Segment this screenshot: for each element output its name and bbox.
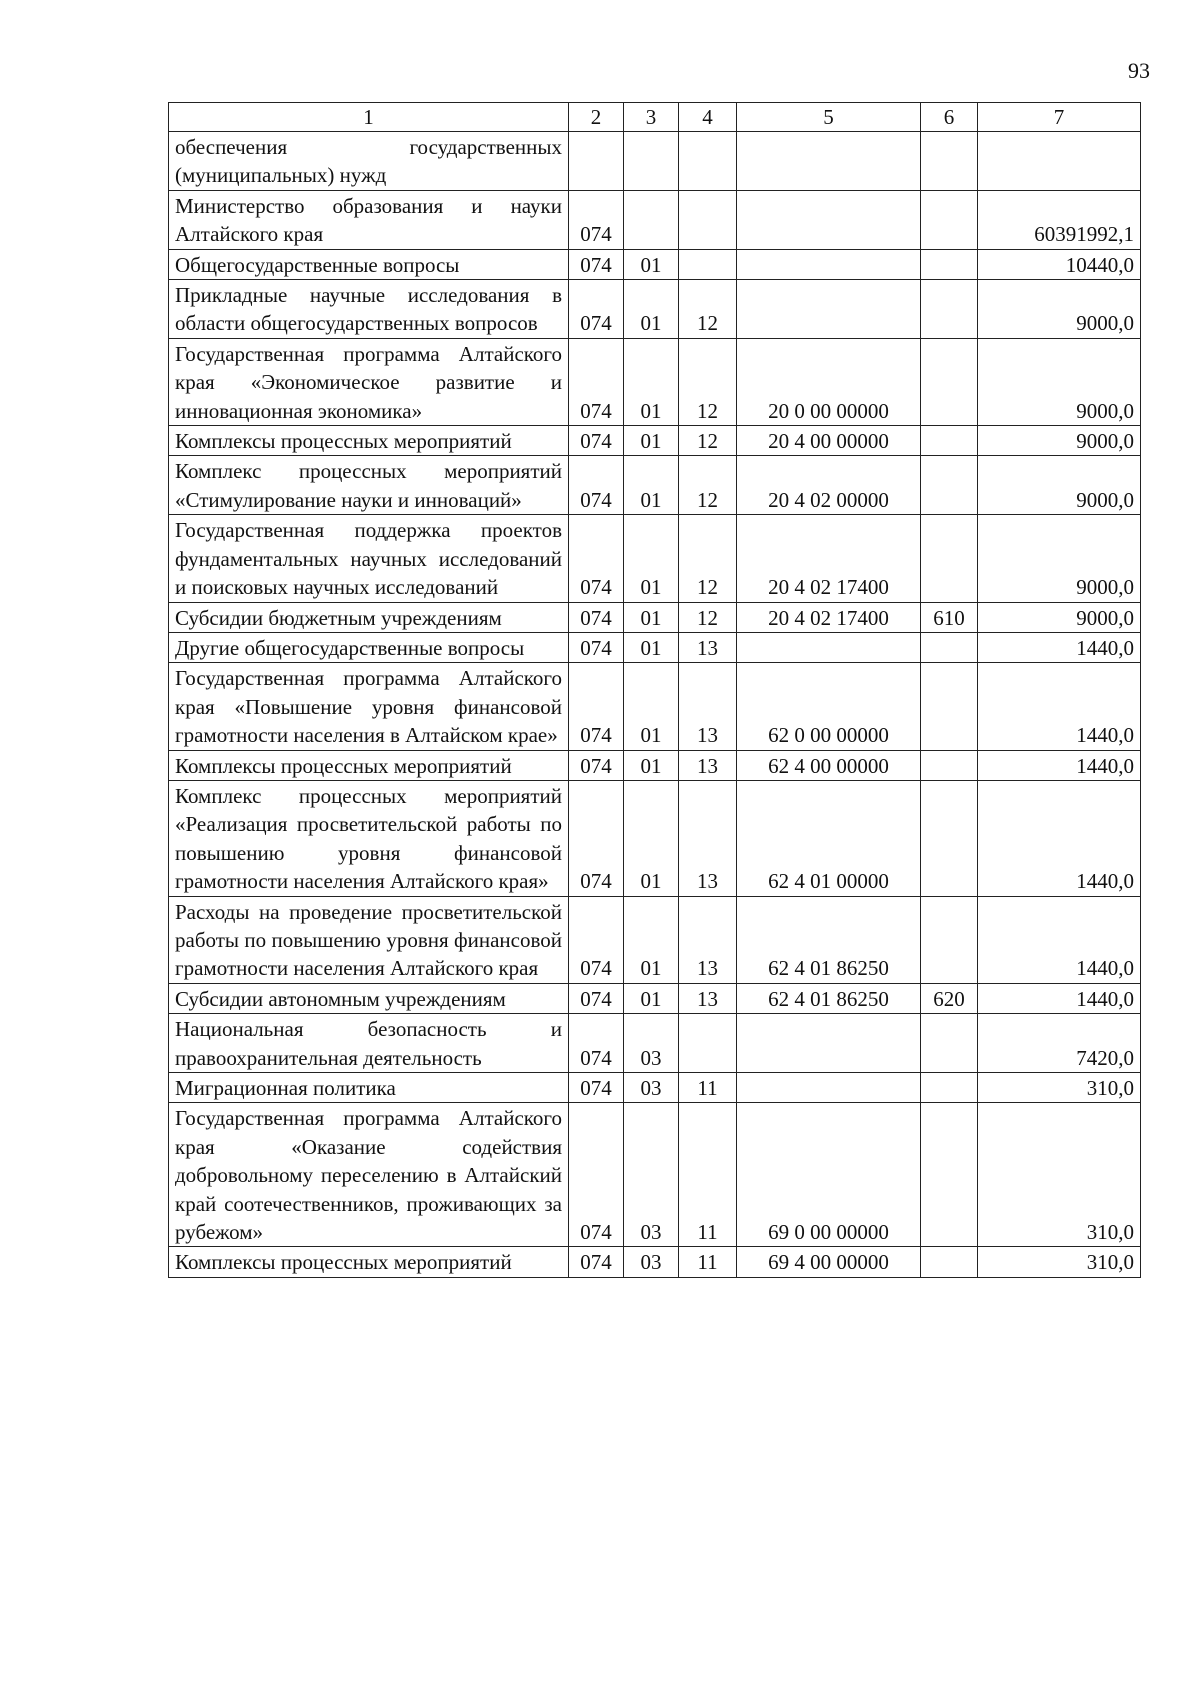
row-name: обеспечения государственных (муниципальных) нужд [169,132,569,191]
row-name: Государственная программа Алтайского края «Оказание содействия добровольному переселению в Алтайский край соотечественников, проживающих за рубежом» [169,1103,569,1247]
row-name: Комплексы процессных мероприятий [169,426,569,456]
row-target-code: 69 4 00 00000 [737,1247,921,1277]
row-target-code [737,632,921,662]
header-col-1: 1 [169,103,569,132]
row-name: Государственная поддержка проектов фундаментальных научных исследований и поисковых научных исследований [169,515,569,602]
table-row [169,426,1141,456]
row-amount: 7420,0 [978,1014,1141,1073]
row-target-code: 62 4 01 86250 [737,896,921,983]
row-expense-type [921,896,978,983]
row-admin-code: 074 [569,456,624,515]
row-admin-code: 074 [569,1247,624,1277]
row-subsection-code: 13 [679,632,737,662]
header-col-7: 7 [978,103,1141,132]
row-section-code: 01 [624,426,679,456]
table-row [169,515,1141,602]
row-expense-type [921,426,978,456]
row-admin-code: 074 [569,602,624,632]
row-target-code: 20 0 00 00000 [737,338,921,425]
row-name: Комплексы процессных мероприятий [169,750,569,780]
row-expense-type [921,190,978,249]
row-name: Государственная программа Алтайского края «Экономическое развитие и инновационная экономика» [169,338,569,425]
row-subsection-code: 12 [679,280,737,339]
row-amount [978,132,1141,191]
row-expense-type [921,780,978,896]
row-subsection-code [679,249,737,279]
row-amount: 9000,0 [978,280,1141,339]
row-expense-type [921,663,978,750]
header-col-6: 6 [921,103,978,132]
row-name: Субсидии бюджетным учреждениям [169,602,569,632]
row-section-code [624,132,679,191]
row-target-code: 62 4 00 00000 [737,750,921,780]
table-row [169,190,1141,249]
row-admin-code: 074 [569,1014,624,1073]
row-target-code [737,280,921,339]
header-col-5: 5 [737,103,921,132]
row-admin-code: 074 [569,426,624,456]
row-amount: 60391992,1 [978,190,1141,249]
table-row [169,896,1141,983]
row-target-code: 69 0 00 00000 [737,1103,921,1247]
row-target-code: 62 4 01 00000 [737,780,921,896]
table-row [169,983,1141,1013]
row-amount: 1440,0 [978,750,1141,780]
row-section-code: 03 [624,1014,679,1073]
row-expense-type [921,1247,978,1277]
header-col-2: 2 [569,103,624,132]
row-target-code [737,1014,921,1073]
row-name: Общегосударственные вопросы [169,249,569,279]
row-target-code [737,190,921,249]
table-row [169,132,1141,191]
row-section-code: 01 [624,983,679,1013]
row-admin-code [569,132,624,191]
table-row [169,750,1141,780]
row-expense-type [921,456,978,515]
row-subsection-code: 13 [679,780,737,896]
row-amount: 310,0 [978,1103,1141,1247]
row-name: Прикладные научные исследования в области общегосударственных вопросов [169,280,569,339]
table-row [169,632,1141,662]
row-admin-code: 074 [569,780,624,896]
row-name: Расходы на проведение просветительской работы по повышению уровня финансовой грамотности населения Алтайского края [169,896,569,983]
row-section-code [624,190,679,249]
row-subsection-code: 12 [679,456,737,515]
row-amount: 10440,0 [978,249,1141,279]
row-expense-type [921,515,978,602]
row-target-code [737,249,921,279]
row-expense-type: 610 [921,602,978,632]
row-admin-code: 074 [569,1073,624,1103]
row-admin-code: 074 [569,280,624,339]
row-section-code: 01 [624,896,679,983]
row-name: Комплекс процессных мероприятий «Реализация просветительской работы по повышению уровня финансовой грамотности населения Алтайского края» [169,780,569,896]
row-amount: 310,0 [978,1247,1141,1277]
table-row [169,1014,1141,1073]
row-admin-code: 074 [569,190,624,249]
row-subsection-code: 13 [679,896,737,983]
row-expense-type [921,249,978,279]
table-row [169,1103,1141,1247]
row-admin-code: 074 [569,750,624,780]
table-row [169,780,1141,896]
table-row [169,602,1141,632]
row-name: Субсидии автономным учреждениям [169,983,569,1013]
row-target-code: 20 4 02 00000 [737,456,921,515]
table-row [169,338,1141,425]
table-row [169,249,1141,279]
row-amount: 1440,0 [978,780,1141,896]
row-section-code: 03 [624,1073,679,1103]
table-row [169,456,1141,515]
row-amount: 1440,0 [978,983,1141,1013]
header-col-4: 4 [679,103,737,132]
row-name: Министерство образования и науки Алтайского края [169,190,569,249]
row-section-code: 01 [624,456,679,515]
row-amount: 9000,0 [978,602,1141,632]
row-admin-code: 074 [569,896,624,983]
row-section-code: 01 [624,515,679,602]
row-name: Комплекс процессных мероприятий «Стимулирование науки и инноваций» [169,456,569,515]
row-expense-type [921,632,978,662]
table-row [169,1073,1141,1103]
row-name: Национальная безопасность и правоохранительная деятельность [169,1014,569,1073]
row-admin-code: 074 [569,249,624,279]
budget-table [168,102,1141,1278]
row-expense-type [921,338,978,425]
row-subsection-code: 11 [679,1103,737,1247]
row-name: Миграционная политика [169,1073,569,1103]
row-section-code: 01 [624,602,679,632]
table-row [169,1247,1141,1277]
row-section-code: 01 [624,280,679,339]
row-name: Другие общегосударственные вопросы [169,632,569,662]
row-section-code: 01 [624,249,679,279]
page-number: 93 [1128,58,1150,83]
row-admin-code: 074 [569,663,624,750]
row-amount: 1440,0 [978,632,1141,662]
row-subsection-code: 13 [679,983,737,1013]
row-target-code [737,132,921,191]
row-expense-type [921,1103,978,1247]
row-section-code: 01 [624,750,679,780]
row-name: Комплексы процессных мероприятий [169,1247,569,1277]
row-admin-code: 074 [569,338,624,425]
row-subsection-code [679,190,737,249]
row-amount: 9000,0 [978,426,1141,456]
table-row [169,663,1141,750]
row-subsection-code [679,1014,737,1073]
row-target-code: 62 4 01 86250 [737,983,921,1013]
row-expense-type [921,1073,978,1103]
row-amount: 1440,0 [978,896,1141,983]
row-subsection-code: 13 [679,663,737,750]
row-target-code: 20 4 00 00000 [737,426,921,456]
row-name: Государственная программа Алтайского края «Повышение уровня финансовой грамотности населения в Алтайском крае» [169,663,569,750]
row-target-code [737,1073,921,1103]
row-expense-type [921,280,978,339]
header-row [169,103,1141,132]
row-section-code: 01 [624,663,679,750]
row-section-code: 01 [624,338,679,425]
row-admin-code: 074 [569,515,624,602]
row-expense-type: 620 [921,983,978,1013]
row-section-code: 03 [624,1247,679,1277]
row-amount: 9000,0 [978,515,1141,602]
header-col-3: 3 [624,103,679,132]
row-expense-type [921,132,978,191]
row-admin-code: 074 [569,632,624,662]
row-expense-type [921,750,978,780]
row-expense-type [921,1014,978,1073]
row-subsection-code: 11 [679,1073,737,1103]
row-subsection-code: 12 [679,338,737,425]
row-admin-code: 074 [569,983,624,1013]
row-amount: 310,0 [978,1073,1141,1103]
row-amount: 9000,0 [978,456,1141,515]
row-subsection-code [679,132,737,191]
row-subsection-code: 12 [679,515,737,602]
row-amount: 1440,0 [978,663,1141,750]
row-target-code: 20 4 02 17400 [737,515,921,602]
row-section-code: 01 [624,632,679,662]
row-subsection-code: 13 [679,750,737,780]
row-section-code: 01 [624,780,679,896]
table-row [169,280,1141,339]
row-target-code: 62 0 00 00000 [737,663,921,750]
row-subsection-code: 11 [679,1247,737,1277]
row-subsection-code: 12 [679,602,737,632]
row-target-code: 20 4 02 17400 [737,602,921,632]
row-admin-code: 074 [569,1103,624,1247]
row-amount: 9000,0 [978,338,1141,425]
row-subsection-code: 12 [679,426,737,456]
row-section-code: 03 [624,1103,679,1247]
